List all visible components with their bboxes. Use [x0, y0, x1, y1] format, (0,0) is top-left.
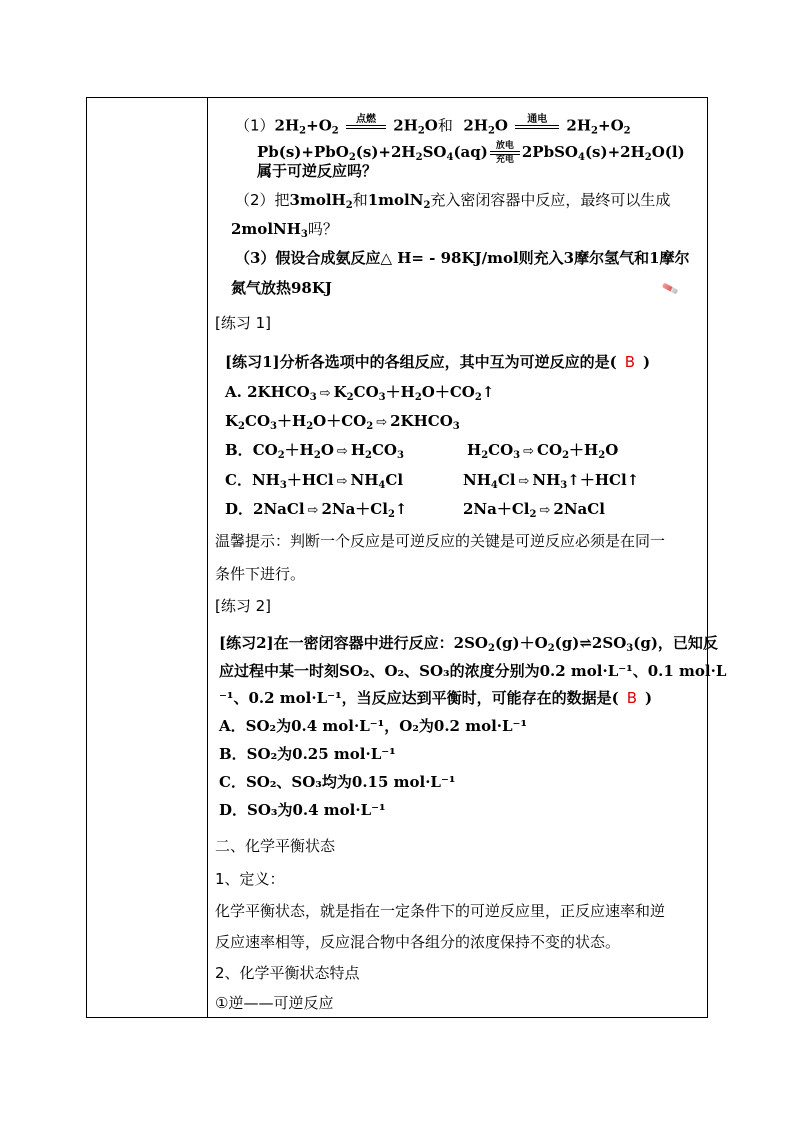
practice2-answer: B	[626, 689, 638, 707]
practice1-stem: [练习1]分析各选项中的各组反应，其中互为可逆反应的是( B )	[225, 353, 651, 371]
q1-question: 属于可逆反应吗？	[257, 162, 378, 180]
practice2-option-d: D．SO₃为0.4 mol·L⁻¹	[219, 801, 386, 819]
section2-title: 二、化学平衡状态	[215, 837, 336, 855]
section2-definition-title: 1、定义：	[215, 870, 285, 888]
practice1-option-d-reverse: $2Na+Cl_2$ ⇨ 2NaCl	[463, 500, 605, 520]
q3-line1: （3）假设合成氨反应△ H= - 98KJ/mol则充入3摩尔氢气和1摩尔	[235, 249, 690, 267]
section2-definition-line1: 化学平衡状态，就是指在一定条件下的可逆反应里，正反应速率和逆	[215, 902, 666, 920]
practice1-option-a-reverse: $K_2CO_3+H_2O+CO_2$ ⇨ $2KHCO_3$	[225, 412, 460, 432]
section2-features-title: 2、化学平衡状态特点	[215, 964, 360, 982]
practice2-header: [练习 2]	[215, 597, 272, 615]
practice2-option-b: B．SO₂为0.25 mol·L⁻¹	[219, 745, 396, 763]
practice1-option-b: B．$CO_2+H_2O$ ⇨ $H_2CO_3$	[225, 441, 404, 461]
section2-feature-1: ①逆——可逆反应	[215, 994, 334, 1012]
practice1-answer: B	[624, 353, 636, 371]
practice1-option-c-reverse: $NH_4Cl$ ⇨ $NH_3↑+HCl↑$	[463, 471, 640, 491]
q1-equations-line: $(1)2H_2+O_2$ 点燃 $2H_2O$和 $2H_2O$ 通电 $2H_2+O_2$	[235, 114, 631, 139]
practice1-header: [练习 1]	[215, 314, 272, 332]
condition-charge-discharge: 放电 充电	[490, 141, 520, 165]
q2-line2: 2molNH$_3$吗？	[231, 220, 338, 240]
q1-battery-equation: $Pb(s)+PbO_2(s)+2H_2SO_4(aq)$ 放电 充电 $2PbSO_4(s)+2H_2O(l)$	[257, 141, 685, 165]
practice1-option-c: C．$NH_3+HCl$ ⇨ $NH_4Cl$	[225, 471, 404, 491]
q2-line1: （2）把3molH$_2$和1molN$_2$充入密闭容器中反应，最终可以生成	[235, 191, 671, 211]
practice1-option-b-reverse: $H_2CO_3$ ⇨ $CO_2+H_2O$	[467, 441, 619, 461]
section2-definition-line2: 反应速率相等，反应混合物中各组分的浓度保持不变的状态。	[215, 933, 621, 951]
practice2-option-c: C．SO₂、SO₃均为0.15 mol·L⁻¹	[219, 773, 456, 791]
content-cell	[215, 98, 727, 1017]
practice1-option-d: D．2NaCl ⇨ $2Na+Cl_2↑$	[225, 500, 408, 520]
practice1-option-a: A. $2KHCO_3$ ⇨ $K_2CO_3+H_2O+CO_2↑$	[225, 383, 495, 403]
condition-burn: 点燃	[346, 114, 386, 139]
tip-line1: 温馨提示：判断一个反应是可逆反应的关键是可逆反应必须是在同一	[215, 532, 666, 550]
tip-line2: 条件下进行。	[215, 565, 306, 583]
worksheet-table	[86, 97, 727, 1018]
practice2-stem-line1: [练习2]在一密闭容器中进行反应：$2SO_2(g)+O_2(g)\rightleftharpoons 2SO_3(g)$，已知反	[219, 634, 718, 654]
q3-line2: 氮气放热98KJ	[231, 279, 333, 297]
practice2-stem-line2: 应过程中某一时刻SO₂、O₂、SO₃的浓度分别为0.2 mol·L⁻¹、0.1 mol·L	[219, 662, 727, 680]
practice2-stem-line3: ⁻¹、0.2 mol·L⁻¹，当反应达到平衡时，可能存在的数据是( B )	[219, 689, 653, 707]
practice2-option-a: A．SO₂为0.4 mol·L⁻¹，O₂为0.2 mol·L⁻¹	[219, 717, 528, 735]
column-divider	[207, 98, 208, 1017]
condition-electrolysis: 通电	[515, 114, 559, 139]
